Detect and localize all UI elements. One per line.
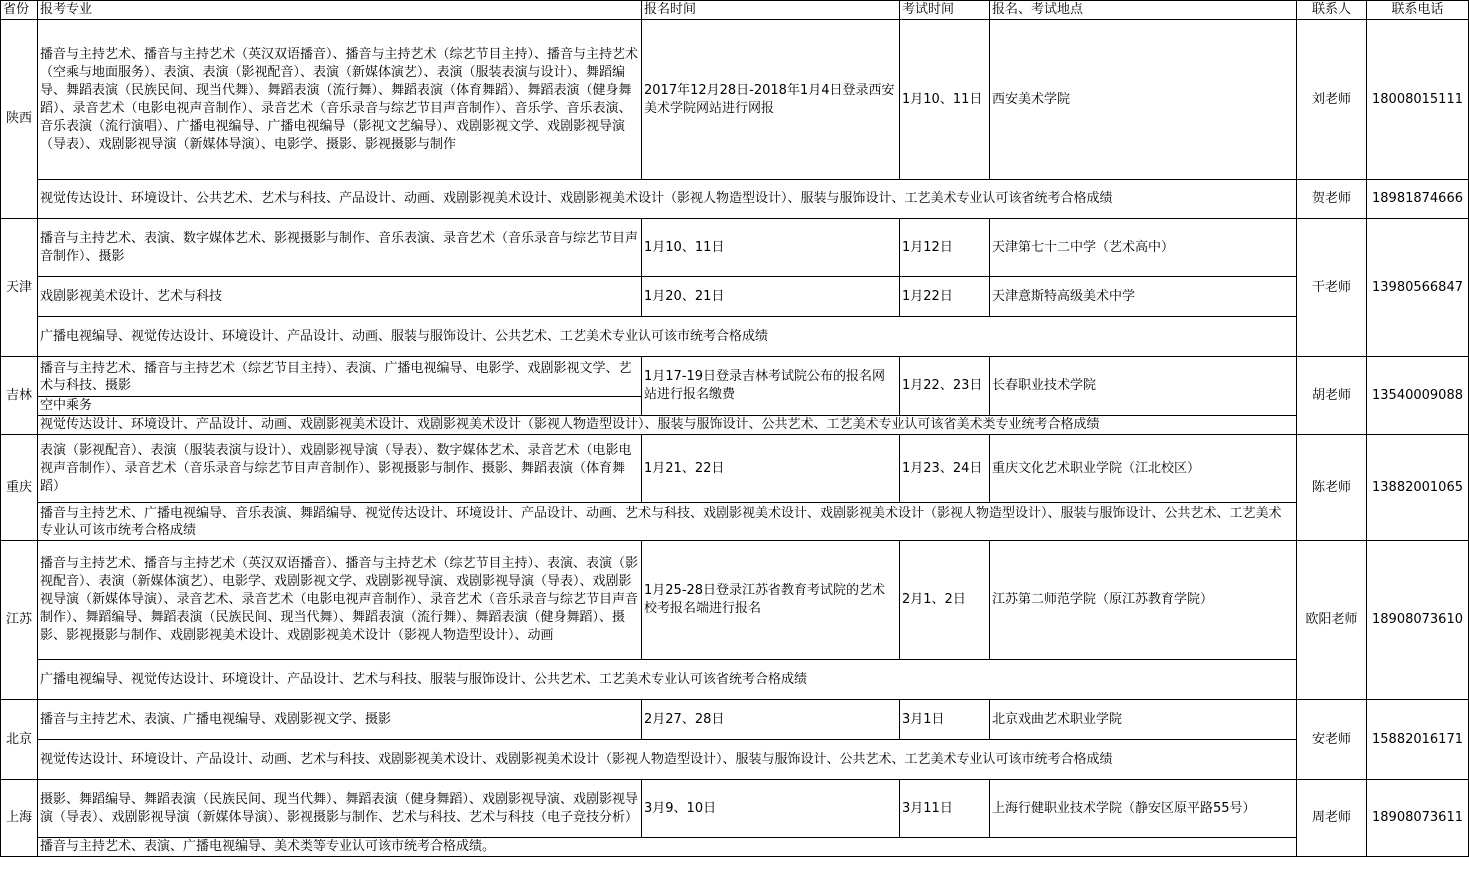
reg-time-cell[interactable]: 2月27、28日: [642, 700, 900, 740]
table-row: [1, 180, 1469, 219]
reg-time-cell[interactable]: 1月17-19日登录吉林考试院公布的报名网站进行报名缴费: [642, 357, 900, 416]
exam-time-cell[interactable]: 1月22、23日: [900, 357, 990, 416]
major-cell[interactable]: 广播电视编导、视觉传达设计、环境设计、产品设计、艺术与科技、服装与服饰设计、公共艺术、工艺美术专业认可该省统考合格成绩: [38, 660, 1297, 700]
table-row: [1, 780, 1469, 838]
exam-time-cell[interactable]: 1月23、24日: [900, 435, 990, 503]
contact-cell[interactable]: 干老师: [1297, 219, 1367, 357]
province-cell[interactable]: 江苏: [1, 541, 38, 700]
table-row: [1, 435, 1469, 503]
header-phone[interactable]: 联系电话: [1367, 1, 1469, 20]
location-cell[interactable]: 西安美术学院: [990, 20, 1297, 180]
phone-cell[interactable]: 18981874666: [1367, 180, 1469, 219]
province-cell[interactable]: 重庆: [1, 435, 38, 541]
table-row: [1, 740, 1469, 780]
province-cell[interactable]: 天津: [1, 219, 38, 357]
reg-time-cell[interactable]: 1月20、21日: [642, 277, 900, 317]
major-cell[interactable]: 广播电视编导、视觉传达设计、环境设计、产品设计、动画、服装与服饰设计、公共艺术、工艺美术专业认可该市统考合格成绩: [38, 317, 1297, 357]
exam-time-cell[interactable]: 1月12日: [900, 219, 990, 277]
phone-cell[interactable]: 15882016171: [1367, 700, 1469, 780]
phone-cell[interactable]: 13540009088: [1367, 357, 1469, 435]
reg-time-cell[interactable]: 1月10、11日: [642, 219, 900, 277]
phone-cell[interactable]: 13882001065: [1367, 435, 1469, 541]
reg-time-cell[interactable]: 2017年12月28日-2018年1月4日登录西安美术学院网站进行网报: [642, 20, 900, 180]
major-cell[interactable]: 播音与主持艺术、表演、广播电视编导、美术类等专业认可该市统考合格成绩。: [38, 838, 1297, 857]
contact-cell[interactable]: 周老师: [1297, 780, 1367, 857]
header-row: [1, 1, 1469, 20]
contact-cell[interactable]: 贺老师: [1297, 180, 1367, 219]
province-cell[interactable]: 陕西: [1, 20, 38, 219]
reg-time-cell[interactable]: 3月9、10日: [642, 780, 900, 838]
contact-cell[interactable]: 欧阳老师: [1297, 541, 1367, 700]
exam-time-cell[interactable]: 3月11日: [900, 780, 990, 838]
location-cell[interactable]: 江苏第二师范学院（原江苏教育学院）: [990, 541, 1297, 660]
major-cell[interactable]: 视觉传达设计、环境设计、产品设计、动画、艺术与科技、戏剧影视美术设计、戏剧影视美术设计（影视人物造型设计）、服装与服饰设计、公共艺术、工艺美术专业认可该市统考合格成绩: [38, 740, 1297, 780]
table-row: [1, 838, 1469, 857]
major-cell[interactable]: 播音与主持艺术、广播电视编导、音乐表演、舞蹈编导、视觉传达设计、环境设计、产品设计、动画、艺术与科技、戏剧影视美术设计、戏剧影视美术设计（影视人物造型设计）、服装与服饰设计、公共艺术、工艺美术专业认可该市统考合格成绩: [38, 503, 1297, 541]
location-cell[interactable]: 天津意斯特高级美术中学: [990, 277, 1297, 317]
major-cell[interactable]: 戏剧影视美术设计、艺术与科技: [38, 277, 642, 317]
location-cell[interactable]: 重庆文化艺术职业学院（江北校区）: [990, 435, 1297, 503]
contact-cell[interactable]: 刘老师: [1297, 20, 1367, 180]
header-province[interactable]: 省份: [1, 1, 38, 20]
table-row: [1, 541, 1469, 660]
major-cell[interactable]: 播音与主持艺术、播音与主持艺术（英汉双语播音）、播音与主持艺术（综艺节目主持）、播音与主持艺术（空乘与地面服务）、表演、表演（影视配音）、表演（新媒体演艺）、表演（服装表演与设计）、舞蹈编导、舞蹈表演（民族民间、现当代舞）、舞蹈表演（流行舞）、舞蹈表演（体育舞蹈）、舞蹈表演（健身舞蹈）、录音艺术（电影电视声音制作）、录音艺术（音乐录音与综艺节目声音制作）、音乐学、音乐表演、音乐表演（流行演唱）、广播电视编导、广播电视编导（影视文艺编导）、戏剧影视文学、戏剧影视导演（导表）、戏剧影视导演（新媒体导演）、电影学、摄影、影视摄影与制作: [38, 20, 642, 180]
phone-cell[interactable]: 18908073611: [1367, 780, 1469, 857]
header-exam-time[interactable]: 考试时间: [900, 1, 990, 20]
phone-cell[interactable]: 13980566847: [1367, 219, 1469, 357]
major-cell[interactable]: 空中乘务: [38, 397, 642, 416]
header-contact[interactable]: 联系人: [1297, 1, 1367, 20]
phone-cell[interactable]: 18908073610: [1367, 541, 1469, 700]
contact-cell[interactable]: 安老师: [1297, 700, 1367, 780]
major-cell[interactable]: 播音与主持艺术、播音与主持艺术（英汉双语播音）、播音与主持艺术（综艺节目主持）、表演、表演（影视配音）、表演（新媒体演艺）、电影学、戏剧影视文学、戏剧影视导演、戏剧影视导演（导表）、戏剧影视导演（新媒体导演）、录音艺术、录音艺术（电影电视声音制作）、录音艺术（音乐录音与综艺节目声音制作）、舞蹈编导、舞蹈表演（民族民间、现当代舞）、舞蹈表演（流行舞）、舞蹈表演（健身舞蹈）、摄影、影视摄影与制作、戏剧影视美术设计、戏剧影视美术设计（影视人物造型设计）、动画: [38, 541, 642, 660]
major-cell[interactable]: 摄影、舞蹈编导、舞蹈表演（民族民间、现当代舞）、舞蹈表演（健身舞蹈）、戏剧影视导演、戏剧影视导演（导表）、戏剧影视导演（新媒体导演）、影视摄影与制作、艺术与科技、艺术与科技（电子竞技分析）: [38, 780, 642, 838]
province-cell[interactable]: 北京: [1, 700, 38, 780]
exam-time-cell[interactable]: 1月22日: [900, 277, 990, 317]
location-cell[interactable]: 长春职业技术学院: [990, 357, 1297, 416]
major-cell[interactable]: 视觉传达设计、环境设计、产品设计、动画、戏剧影视美术设计、戏剧影视美术设计（影视人物造型设计）、服装与服饰设计、公共艺术、工艺美术专业认可该省美术类专业统考合格成绩: [38, 416, 1297, 435]
table-row: [1, 660, 1469, 700]
exam-time-cell[interactable]: 1月10、11日: [900, 20, 990, 180]
exam-time-cell[interactable]: 3月1日: [900, 700, 990, 740]
reg-time-cell[interactable]: 1月25-28日登录江苏省教育考试院的艺术校考报名端进行报名: [642, 541, 900, 660]
table-row: [1, 219, 1469, 277]
table-row: [1, 503, 1469, 541]
major-cell[interactable]: 播音与主持艺术、表演、广播电视编导、戏剧影视文学、摄影: [38, 700, 642, 740]
reg-time-cell[interactable]: 1月21、22日: [642, 435, 900, 503]
location-cell[interactable]: 上海行健职业技术学院（静安区原平路55号）: [990, 780, 1297, 838]
province-cell[interactable]: 吉林: [1, 357, 38, 435]
table-row: [1, 700, 1469, 740]
header-major[interactable]: 报考专业: [38, 1, 642, 20]
major-cell[interactable]: 播音与主持艺术、表演、数字媒体艺术、影视摄影与制作、音乐表演、录音艺术（音乐录音与综艺节目声音制作）、摄影: [38, 219, 642, 277]
location-cell[interactable]: 北京戏曲艺术职业学院: [990, 700, 1297, 740]
header-location[interactable]: 报名、考试地点: [990, 1, 1297, 20]
major-cell[interactable]: 播音与主持艺术、播音与主持艺术（综艺节目主持）、表演、广播电视编导、电影学、戏剧影视文学、艺术与科技、摄影: [38, 357, 642, 397]
exam-time-cell[interactable]: 2月1、2日: [900, 541, 990, 660]
table-row: [1, 277, 1469, 317]
header-reg-time[interactable]: 报名时间: [642, 1, 900, 20]
table-row: [1, 357, 1469, 397]
major-cell[interactable]: 表演（影视配音）、表演（服装表演与设计）、戏剧影视导演（导表）、数字媒体艺术、录音艺术（电影电视声音制作）、录音艺术（音乐录音与综艺节目声音制作）、影视摄影与制作、摄影、舞蹈表演（体育舞蹈）: [38, 435, 642, 503]
table-row: [1, 416, 1469, 435]
contact-cell[interactable]: 陈老师: [1297, 435, 1367, 541]
phone-cell[interactable]: 18008015111: [1367, 20, 1469, 180]
table-row: [1, 317, 1469, 357]
table-row: [1, 20, 1469, 180]
major-cell[interactable]: 视觉传达设计、环境设计、公共艺术、艺术与科技、产品设计、动画、戏剧影视美术设计、戏剧影视美术设计（影视人物造型设计）、服装与服饰设计、工艺美术专业认可该省统考合格成绩: [38, 180, 1297, 219]
province-cell[interactable]: 上海: [1, 780, 38, 857]
contact-cell[interactable]: 胡老师: [1297, 357, 1367, 435]
location-cell[interactable]: 天津第七十二中学（艺术高中）: [990, 219, 1297, 277]
